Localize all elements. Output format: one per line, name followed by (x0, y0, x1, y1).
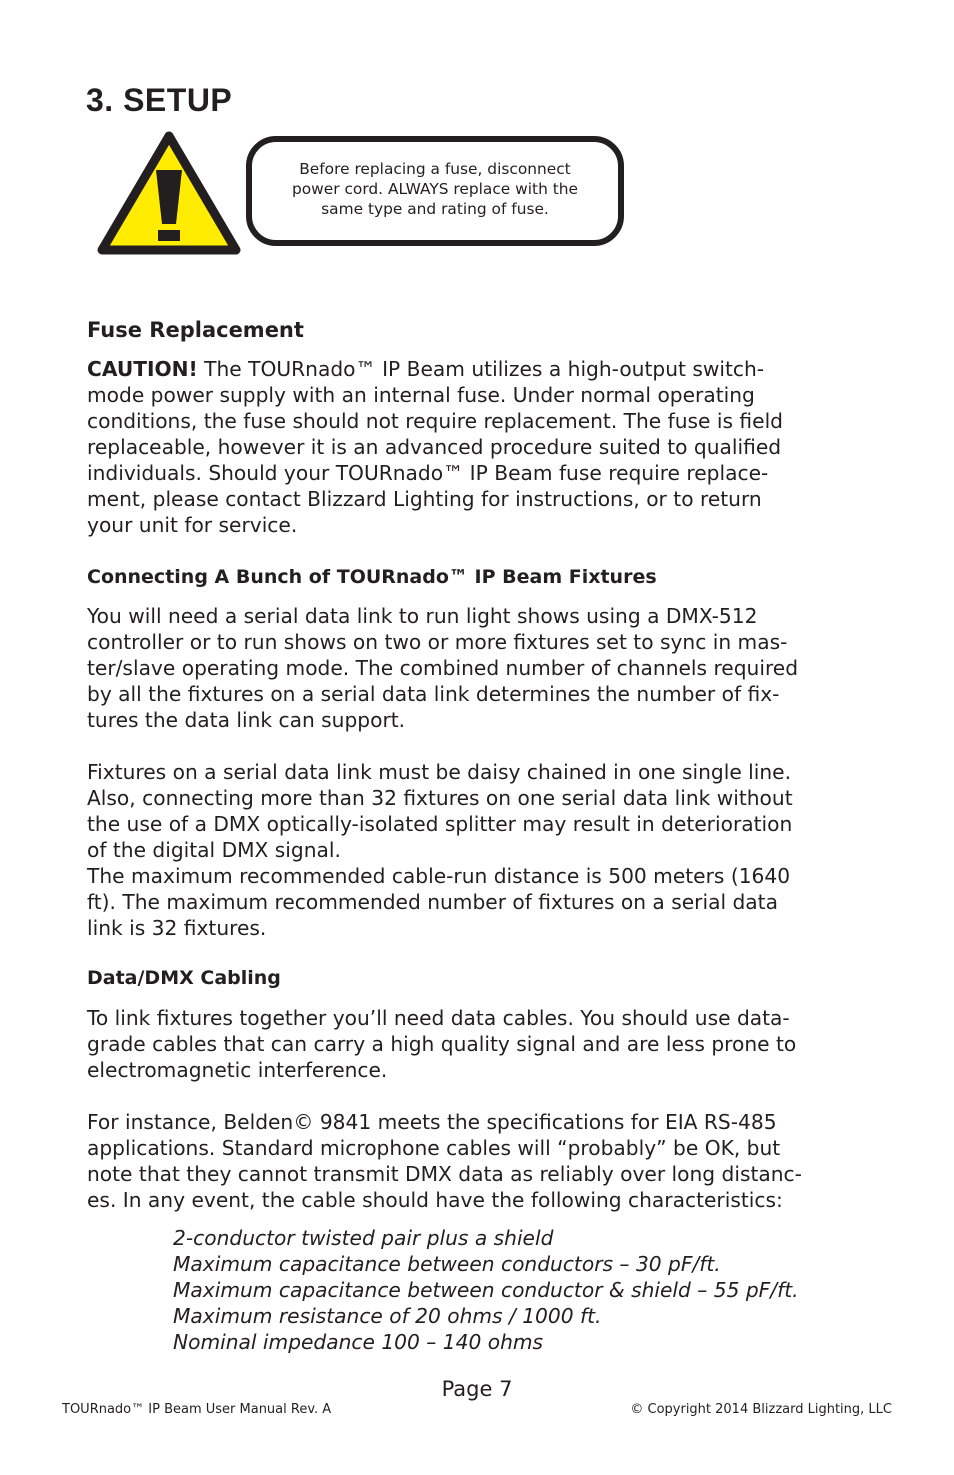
cable-spec-item: Maximum capacitance between conductor & shield – 55 pF/ft. (173, 1278, 799, 1302)
fuse-replacement-body: The TOURnado™ IP Beam utilizes a high-output switch- mode power supply with an internal fuse. Under normal operating conditions, the fuse should not require replacement. The fuse is field replaceable, however it is an advanced procedure suited to qualified individuals. Should your TOURnado™ IP Beam fuse require replace- ment, please contact Blizzard Lighting for instructions, or to return your unit for service. (87, 357, 783, 537)
fuse-replacement-heading: Fuse Replacement (87, 318, 304, 342)
warning-triangle-icon (96, 130, 242, 258)
fuse-replacement-paragraph (87, 356, 877, 538)
cable-spec-item: Nominal impedance 100 – 140 ohms (173, 1330, 544, 1354)
connecting-paragraph-2: Fixtures on a serial data link must be daisy chained in one single line. Also, connecting more than 32 fixtures on one serial data link without the use of a DMX optically-isolated splitter may result in deterioration of the digital DMX signal. The maximum recommended cable-run distance is 500 meters (1640 ft). The maximum recommended number of fixtures on a serial data link is 32 fixtures. (87, 760, 793, 940)
warning-text: Before replacing a fuse, disconnect power cord. ALWAYS replace with the same type and rating of fuse. (292, 160, 578, 218)
cable-spec-item: Maximum resistance of 20 ohms / 1000 ft. (173, 1304, 602, 1328)
connecting-fixtures-heading: Connecting A Bunch of TOURnado™ IP Beam Fixtures (87, 566, 657, 588)
cable-spec-item: Maximum capacitance between conductors – 30 pF/ft. (173, 1252, 721, 1276)
cabling-paragraph-2: For instance, Belden© 9841 meets the specifications for EIA RS-485 applications. Standard microphone cables will “probably” be OK, but note that they cannot transmit DMX data as reliably over long distanc- es. In any event, the cable should have the following characteristics: (87, 1110, 802, 1212)
caution-label: CAUTION! (87, 357, 198, 381)
footer-manual-title: TOURnado™ IP Beam User Manual Rev. A (62, 1402, 332, 1417)
cable-spec-item: 2-conductor twisted pair plus a shield (173, 1226, 554, 1250)
page-number: Page 7 (441, 1377, 513, 1401)
footer-copyright: © Copyright 2014 Blizzard Lighting, LLC (630, 1402, 892, 1417)
connecting-paragraph-1: You will need a serial data link to run light shows using a DMX-512 controller or to run shows on two or more fixtures set to sync in mas- ter/slave operating mode. The combined number of channels required by all the fixtures on a serial data link determines the number of fix- tures the data link can support. (87, 604, 799, 732)
dmx-cabling-heading: Data/DMX Cabling (87, 967, 281, 989)
warning-callout (246, 136, 624, 246)
cable-spec-list (173, 1225, 799, 1355)
cabling-paragraph-1: To link fixtures together you’ll need data cables. You should use data- grade cables that can carry a high quality signal and are less prone to electromagnetic interference. (87, 1006, 797, 1082)
section-title: 3. SETUP (86, 82, 233, 118)
